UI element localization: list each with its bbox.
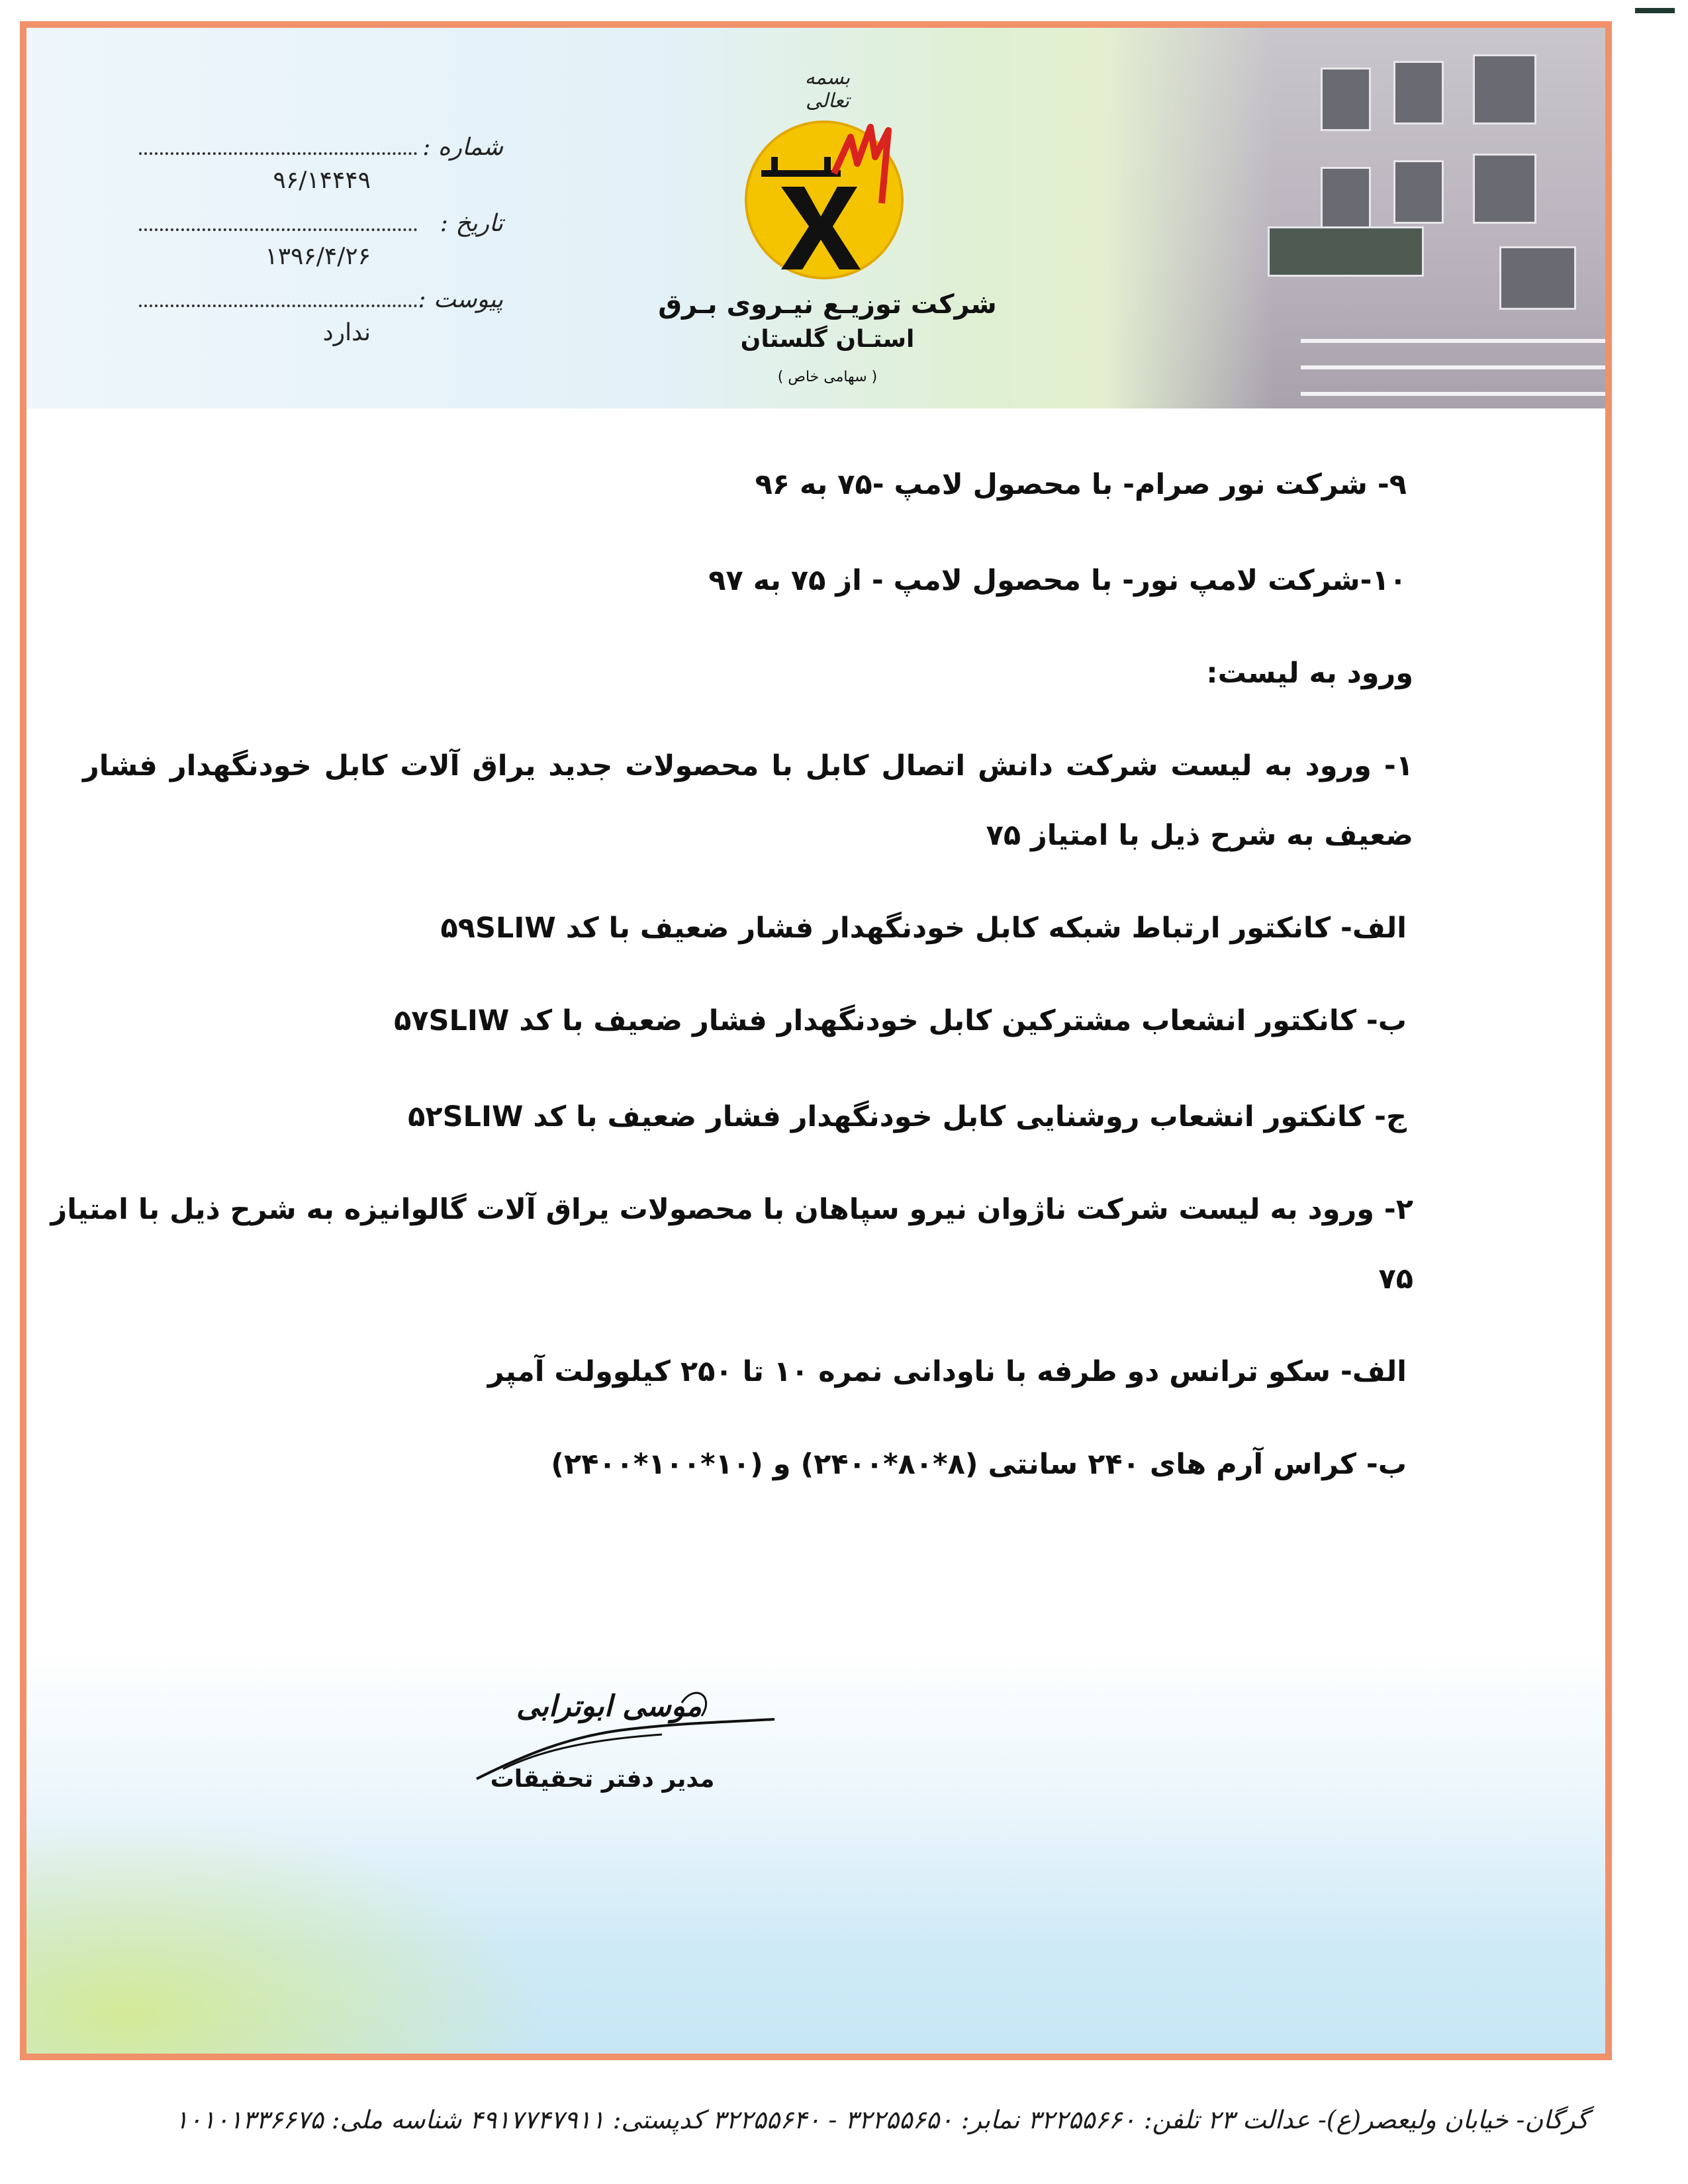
attachment-dots bbox=[139, 305, 417, 307]
date-label: تاریخ : bbox=[440, 210, 503, 237]
corner-mark bbox=[1635, 8, 1675, 13]
number-dots bbox=[139, 152, 417, 155]
company-type: ( سهامی خاص ) bbox=[777, 369, 878, 385]
signature-name: موسی ابوترابی bbox=[516, 1689, 702, 1723]
attachment-field bbox=[126, 286, 503, 352]
item1-b: ب- کانکتور انشعاب مشترکین کابل خودنگهدار فشار ضعیف با کد ۵۷SLIW bbox=[394, 1004, 1407, 1037]
attachment-value: ندارد bbox=[322, 319, 371, 346]
number-value: ۹۶/۱۴۴۴۹ bbox=[273, 167, 371, 194]
item1-c: ج- کانکتور انشعاب روشنایی کابل خودنگهدار فشار ضعیف با کد ۵۲SLIW bbox=[408, 1100, 1407, 1133]
number-label: شماره : bbox=[422, 134, 503, 161]
company-logo bbox=[735, 111, 914, 289]
item1-line1: ۱- ورود به لیست شرکت دانش اتصال کابل با محصولات جدید یراق آلات کابل خودنگهدار فشار bbox=[83, 749, 1413, 783]
letter-sheet bbox=[20, 21, 1612, 2060]
bismillah-text: بسمه تعالی bbox=[804, 66, 851, 113]
item1-a: الف- کانکتور ارتباط شبکه کابل خودنگهدار فشار ضعیف با کد ۵۹SLIW bbox=[440, 912, 1407, 945]
company-province: استـان گلستان bbox=[740, 326, 915, 353]
item2-b: ب- کراس آرم های ۲۴۰ سانتی (۸*۸۰*۲۴۰۰) و (۱۰*۱۰۰*۲۴۰۰) bbox=[551, 1448, 1407, 1481]
item2-line1: ۲- ورود به لیست شرکت ناژوان نیرو سپاهان با محصولات یراق آلات گالوانیزه به شرح ذیل با امتیاز bbox=[50, 1193, 1413, 1226]
line-10: ۱۰-شرکت لامپ نور- با محصول لامپ - از ۷۵ به ۹۷ bbox=[708, 564, 1407, 597]
item1-line2: ضعیف به شرح ذیل با امتیاز ۷۵ bbox=[986, 819, 1413, 852]
number-field bbox=[126, 134, 503, 200]
item2-line2: ۷۵ bbox=[1378, 1262, 1413, 1296]
signature-title: مدیر دفتر تحقیقات bbox=[490, 1766, 715, 1793]
line-9: ۹- شرکت نور صرام- با محصول لامپ -۷۵ به ۹۶ bbox=[755, 468, 1407, 501]
attachment-label: پیوست : bbox=[418, 286, 503, 313]
date-field bbox=[126, 210, 503, 276]
company-name: شرکت توزیـع نیـروی بـرق bbox=[658, 289, 997, 320]
footer-address: گرگان- خیابان ولیعصر(ع)- عدالت ۲۳ تلفن: ۳۲۲۵۵۶۶۰ نمابر: ۳۲۲۵۵۶۵۰ - ۳۲۲۵۵۶۴۰ کدپستی: ۴۹۱۷۷۴۷۹۱۱ شناسه ملی: ۱۰۱۰۱۳۳۶۶۷۵ bbox=[175, 2105, 1589, 2134]
building-photo bbox=[1102, 28, 1605, 408]
item2-a: الف- سکو ترانس دو طرفه با ناودانی نمره ۱۰ تا ۲۵۰ کیلوولت آمپر bbox=[487, 1355, 1407, 1388]
date-value: ۱۳۹۶/۴/۲۶ bbox=[265, 243, 371, 270]
section-title: ورود به لیست: bbox=[1206, 657, 1413, 690]
lightning-x-icon bbox=[735, 111, 914, 289]
date-dots bbox=[139, 228, 417, 231]
